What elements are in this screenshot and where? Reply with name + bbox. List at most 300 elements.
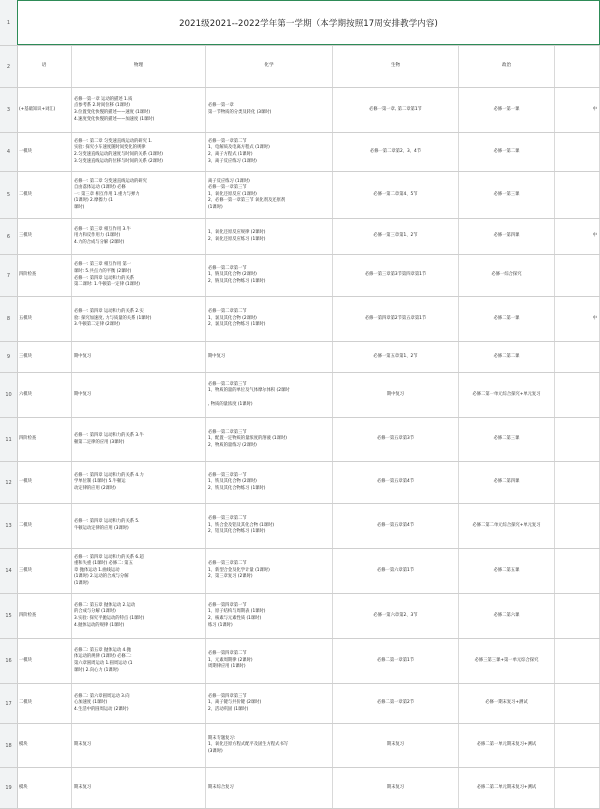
row-number[interactable]: 2 bbox=[0, 46, 18, 87]
cell-physics[interactable] bbox=[72, 373, 206, 417]
cell-physics[interactable] bbox=[72, 133, 206, 171]
cell-politics[interactable] bbox=[459, 639, 555, 683]
cell-line: 4.生活中的圆周运动 (2课时) bbox=[74, 706, 129, 712]
cell-politics[interactable] bbox=[459, 684, 555, 723]
column-header[interactable] bbox=[206, 46, 333, 87]
cell-text: 必修一第三章第1、2节 bbox=[373, 233, 418, 239]
cell-physics[interactable] bbox=[72, 172, 206, 218]
cell-line: 1、铁及其化合物 (2课时) bbox=[208, 479, 257, 485]
cell-politics[interactable] bbox=[459, 418, 555, 461]
row-number[interactable]: 18 bbox=[0, 724, 18, 767]
cell-biology[interactable] bbox=[333, 639, 459, 683]
table-row bbox=[0, 418, 600, 462]
cell-politics[interactable] bbox=[459, 219, 555, 254]
cell-extra[interactable] bbox=[555, 684, 600, 723]
cell-physics[interactable] bbox=[72, 297, 206, 341]
cell-line: 必修二: 第五章 抛体运动 4.抛 bbox=[74, 647, 131, 653]
cell-chemistry[interactable] bbox=[206, 594, 333, 638]
column-header-label: 生物 bbox=[390, 63, 401, 69]
row-number[interactable]: 8 bbox=[0, 297, 18, 341]
cell-lines bbox=[208, 179, 285, 212]
cell-text: 必修一第五章第4节 bbox=[376, 522, 415, 528]
table-row bbox=[0, 724, 600, 768]
cell-politics[interactable] bbox=[459, 594, 555, 638]
cell-text: 模块 bbox=[19, 784, 28, 790]
cell-chinese[interactable] bbox=[17, 373, 72, 417]
cell-line: 必修一: 第四章 运动和力的关系 4.力 bbox=[74, 472, 144, 478]
cell-text: 期末复习 bbox=[386, 742, 405, 748]
cell-physics[interactable] bbox=[72, 639, 206, 683]
cell-chinese[interactable] bbox=[17, 594, 72, 638]
cell-lines bbox=[208, 785, 234, 792]
row-number[interactable]: 14 bbox=[0, 549, 18, 593]
cell-chinese[interactable] bbox=[17, 172, 72, 218]
cell-text: 必修二第一单元综合探究+单元复习 bbox=[472, 391, 541, 397]
cell-line: 实验: 探究小车速度随时间变化的规律 bbox=[74, 145, 146, 151]
cell-extra[interactable] bbox=[555, 462, 600, 503]
cell-politics[interactable] bbox=[459, 549, 555, 593]
cell-lines bbox=[74, 555, 144, 588]
cell-chemistry[interactable] bbox=[206, 297, 333, 341]
cell-lines bbox=[74, 179, 147, 212]
cell-text: 必修一第六章第2、3节 bbox=[373, 612, 418, 618]
table-row bbox=[0, 684, 600, 724]
cell-physics[interactable] bbox=[72, 549, 206, 593]
row-number[interactable]: 1 bbox=[0, 0, 18, 45]
cell-text: 必修一第四课 bbox=[493, 233, 520, 239]
cell-line: 必修二: 第五章 抛体运动 2.运动 bbox=[74, 602, 136, 608]
cell-line: 1、配置一定物质的量浓度的溶液 (1课时) bbox=[208, 436, 287, 442]
cell-chinese[interactable] bbox=[17, 724, 72, 767]
table-row bbox=[0, 768, 600, 809]
table-row bbox=[0, 639, 600, 684]
cell-lines bbox=[74, 603, 144, 629]
cell-chemistry[interactable] bbox=[206, 724, 333, 767]
cell-extra[interactable] bbox=[555, 418, 600, 461]
cell-physics[interactable] bbox=[72, 255, 206, 296]
cell-lines bbox=[208, 354, 225, 361]
cell-chemistry[interactable] bbox=[206, 418, 333, 461]
cell-line: 点参考系 2.时间位移 (1课时) bbox=[74, 103, 130, 109]
cell-lines bbox=[74, 392, 91, 399]
column-header[interactable] bbox=[72, 46, 206, 87]
cell-extra[interactable] bbox=[555, 504, 600, 548]
cell-biology[interactable] bbox=[333, 684, 459, 723]
cell-text: 必修二第三课 bbox=[493, 436, 520, 442]
cell-line: 1、铁合金及铝及其化合物 (1课时) bbox=[208, 522, 275, 528]
cell-politics[interactable] bbox=[459, 255, 555, 296]
row-number[interactable]: 10 bbox=[0, 373, 18, 417]
cell-physics[interactable] bbox=[72, 684, 206, 723]
cell-lines bbox=[208, 603, 265, 629]
cell-text: 必修一第三章第3节第四章第1节 bbox=[364, 272, 427, 278]
cell-line: 练习 (1课时) bbox=[208, 622, 233, 628]
cell-line: 课时) 2.向心力 (1课时) bbox=[74, 667, 119, 673]
cell-text: 三模块 bbox=[19, 233, 32, 239]
cell-lines bbox=[74, 97, 154, 123]
cell-chinese[interactable] bbox=[17, 768, 72, 808]
cell-biology[interactable] bbox=[333, 768, 459, 808]
cell-line: 3.位置变化快慢的描述——速度 (1课时) bbox=[74, 110, 151, 115]
cell-physics[interactable] bbox=[72, 724, 206, 767]
cell-line: 期中复习 bbox=[74, 391, 92, 397]
cell-chinese[interactable] bbox=[17, 219, 72, 254]
cell-text: 必修一期末复习+测试 bbox=[485, 700, 528, 706]
cell-line: (1课时) 2.摩擦力 (1 bbox=[74, 198, 113, 204]
row-number[interactable]: 5 bbox=[0, 172, 18, 218]
row-number[interactable]: 16 bbox=[0, 639, 18, 683]
cell-text: 必修一第六章第1节 bbox=[376, 567, 415, 573]
cell-line: 2、活动巩固 (1课时) bbox=[208, 706, 249, 712]
cell-line bbox=[208, 395, 290, 402]
cell-chemistry[interactable] bbox=[206, 219, 333, 254]
cell-extra[interactable] bbox=[555, 373, 600, 417]
row-number[interactable]: 13 bbox=[0, 504, 18, 548]
cell-line: 期末复习 bbox=[74, 742, 92, 748]
cell-biology[interactable] bbox=[333, 172, 459, 218]
table-row bbox=[0, 549, 600, 594]
cell-line: 期末综合复习 bbox=[208, 784, 234, 790]
table-row bbox=[0, 88, 600, 133]
cell-lines bbox=[208, 430, 287, 450]
column-header-label: 政治 bbox=[501, 63, 512, 69]
cell-line: 2、核素与元素性质 (1课时) bbox=[208, 616, 262, 621]
cell-chemistry[interactable] bbox=[206, 504, 333, 548]
cell-text: 必修一第四章第2节第五章第1节 bbox=[364, 315, 427, 321]
cell-line: 必修一: 第二章 匀变速直线运动的研究 bbox=[74, 178, 147, 184]
cell-text: 必修二第一章第1节 bbox=[376, 657, 415, 663]
cell-line: 必修一第一章 bbox=[208, 103, 234, 109]
cell-politics[interactable] bbox=[459, 172, 555, 218]
cell-line: 必修一第一章第二节 bbox=[208, 138, 247, 144]
row-number[interactable]: 17 bbox=[0, 684, 18, 723]
cell-politics[interactable] bbox=[459, 342, 555, 372]
table-row bbox=[0, 255, 600, 297]
cell-text: 必修二第五课 bbox=[493, 567, 520, 573]
cell-lines bbox=[208, 516, 274, 536]
cell-lines bbox=[74, 433, 144, 446]
cell-physics[interactable] bbox=[72, 768, 206, 808]
cell-line: 牛顿运动定律的应用 (3课时) bbox=[74, 526, 129, 531]
row-number[interactable]: 6 bbox=[0, 219, 18, 254]
table-row bbox=[0, 297, 600, 342]
cell-chinese[interactable] bbox=[17, 684, 72, 723]
cell-line: 必修一: 第四章 运动和力的关系 5. bbox=[74, 519, 140, 525]
cell-text: 必修三第三课+第一单元综合探究 bbox=[474, 657, 539, 663]
cell-line: (1课时) 2.运动的合成与分解 bbox=[74, 574, 129, 580]
row-number[interactable]: 19 bbox=[0, 768, 18, 808]
cell-chinese[interactable] bbox=[17, 549, 72, 593]
cell-line: 课时: 5.共点力的平衡 (2课时) bbox=[74, 268, 132, 274]
cell-line: 必修一第二章第三节 bbox=[208, 429, 247, 435]
cell-line: 2、必修一第一章第三节 氧化剂及还原剂 bbox=[208, 198, 286, 204]
cell-text: 必修一第二课 bbox=[493, 148, 520, 154]
cell-text: 必修二第一章第2节 bbox=[376, 700, 415, 706]
cell-chinese[interactable] bbox=[17, 133, 72, 171]
cell-text: 五模块 bbox=[19, 315, 32, 321]
cell-line: 必修一第三章第二节 bbox=[208, 516, 247, 522]
cell-physics[interactable] bbox=[72, 88, 206, 132]
cell-lines bbox=[74, 354, 91, 361]
cell-biology[interactable] bbox=[333, 133, 459, 171]
cell-biology[interactable] bbox=[333, 418, 459, 461]
cell-lines bbox=[74, 262, 140, 288]
cell-lines bbox=[74, 309, 151, 329]
cell-text: 必修二第四课 bbox=[493, 479, 520, 485]
cell-extra[interactable] bbox=[555, 297, 600, 341]
cell-text: 四阶检查 bbox=[19, 436, 37, 442]
cell-text: 期中复习 bbox=[386, 391, 405, 397]
cell-chemistry[interactable] bbox=[206, 639, 333, 683]
cell-biology[interactable] bbox=[333, 504, 459, 548]
cell-line: 期中复习 bbox=[74, 353, 92, 359]
cell-line: 2、离子方程式 (1课时) bbox=[208, 152, 253, 157]
cell-biology[interactable] bbox=[333, 342, 459, 372]
cell-text: 四阶检查 bbox=[19, 272, 37, 278]
cell-line: 的合成与分解 (1课时) bbox=[74, 609, 116, 615]
column-header[interactable] bbox=[17, 46, 72, 87]
cell-text: 一模块 bbox=[19, 148, 32, 154]
cell-lines bbox=[208, 382, 290, 408]
cell-line: (1课时) bbox=[74, 580, 89, 586]
cell-line: 必修一第二章第一节 bbox=[208, 265, 247, 271]
cell-politics[interactable] bbox=[459, 462, 555, 503]
table-row bbox=[0, 373, 600, 418]
cell-line: 1、新型合金及化学计量 (1课时) bbox=[208, 567, 270, 573]
row-number[interactable]: 11 bbox=[0, 418, 18, 461]
cell-line: , 物质的量浓度 (1课时) bbox=[208, 401, 253, 407]
cell-lines bbox=[74, 139, 163, 165]
cell-line: 学单位制 (1课时) 5.牛顿运 bbox=[74, 479, 126, 485]
cell-chinese[interactable] bbox=[17, 255, 72, 296]
cell-extra[interactable] bbox=[555, 549, 600, 593]
cell-lines bbox=[74, 742, 91, 749]
cell-physics[interactable] bbox=[72, 462, 206, 503]
cell-line: 体运动的规律 (1课时) 必修二: bbox=[74, 654, 132, 660]
cell-line: 必修一第二章第三节 bbox=[208, 381, 247, 387]
cell-lines bbox=[208, 473, 265, 493]
column-header[interactable] bbox=[555, 46, 600, 87]
cell-chinese[interactable] bbox=[17, 639, 72, 683]
cell-line: 1、电解质及电离方程式 (1课时) bbox=[208, 145, 270, 151]
cell-chinese[interactable] bbox=[17, 297, 72, 341]
cell-text: 必修一第一课 bbox=[493, 106, 520, 112]
cell-chemistry[interactable] bbox=[206, 172, 333, 218]
table-row bbox=[0, 462, 600, 504]
cell-chinese[interactable] bbox=[17, 88, 72, 132]
cell-line: 2、铁及其化合物练习 (1课时) bbox=[208, 485, 266, 491]
cell-chemistry[interactable] bbox=[206, 342, 333, 372]
cell-line: 课时) bbox=[74, 204, 85, 210]
cell-line: 4.速度变化快慢的描述——加速度 (1课时) bbox=[74, 116, 155, 122]
cell-text: 必修二第六课 bbox=[493, 612, 520, 618]
cell-line: 必修一: 第四章 运动和力的关系 bbox=[74, 275, 135, 281]
row-number[interactable]: 15 bbox=[0, 594, 18, 638]
cell-line: 1、元素周期律 (2课时) bbox=[208, 657, 253, 663]
cell-line: 必修一第三章第一节 bbox=[208, 472, 247, 478]
cell-text: 必修二第二单元综合探究+单元复习 bbox=[472, 522, 541, 528]
column-header[interactable] bbox=[459, 46, 555, 87]
cell-extra[interactable] bbox=[555, 342, 600, 372]
cell-line: 用力和反作用力 (1课时) bbox=[74, 233, 121, 239]
cell-line: 必修一第四章第三节 bbox=[208, 693, 247, 699]
cell-chinese[interactable] bbox=[17, 342, 72, 372]
cell-line: 必修一: 第四章 运动和力的关系 2.实 bbox=[74, 309, 144, 315]
cell-text: 三模块 bbox=[19, 353, 32, 359]
cell-lines bbox=[208, 651, 253, 671]
cell-chinese[interactable] bbox=[17, 462, 72, 503]
cell-text: 必修一第二章第2、3、4节 bbox=[369, 148, 422, 154]
cell-physics[interactable] bbox=[72, 342, 206, 372]
row-number[interactable]: 3 bbox=[0, 88, 18, 132]
cell-lines bbox=[208, 103, 271, 116]
cell-line: 重和失重 (1课时) 必修二: 第五 bbox=[74, 561, 133, 567]
cell-extra[interactable] bbox=[555, 172, 600, 218]
cell-line: 2、铝及其化合物练习 (1课时) bbox=[208, 529, 266, 535]
cell-biology[interactable] bbox=[333, 255, 459, 296]
cell-line: 1、物质的量的单位及气体摩尔体积 (2课时 bbox=[208, 388, 290, 394]
cell-line: 必修二: 第六章圆周运动 3.向 bbox=[74, 693, 130, 699]
cell-line: (1课时) bbox=[208, 204, 223, 210]
cell-line: 期中复习 bbox=[208, 353, 226, 359]
cell-text: (+基础知识+词汇) bbox=[19, 106, 56, 112]
cell-extra[interactable] bbox=[555, 88, 600, 132]
cell-line: 3.实验: 探究平抛运动的特点 (1课时) bbox=[74, 616, 145, 621]
cell-politics[interactable] bbox=[459, 133, 555, 171]
page-title: 2021级2021--2022学年第一学期（本学期按照17周安排教学内容) bbox=[179, 18, 438, 29]
cell-biology[interactable] bbox=[333, 219, 459, 254]
cell-text: 中 bbox=[592, 106, 597, 112]
cell-text: 三模块 bbox=[19, 567, 32, 573]
cell-biology[interactable] bbox=[333, 594, 459, 638]
cell-line: 3.匀变速直线运动的位移与时间的关系 (2课时) bbox=[74, 158, 163, 164]
cell-chemistry[interactable] bbox=[206, 373, 333, 417]
cell-chinese[interactable] bbox=[17, 504, 72, 548]
cell-politics[interactable] bbox=[459, 88, 555, 132]
cell-line: 必修一: 第三章 相互作用 3.牛 bbox=[74, 226, 131, 232]
cell-biology[interactable] bbox=[333, 88, 459, 132]
cell-lines bbox=[74, 473, 144, 493]
cell-line: 1、氧化还原反应 (1课时) bbox=[208, 191, 257, 197]
cell-chemistry[interactable] bbox=[206, 768, 333, 808]
cell-line: 验: 探究加速度, 力与质量的关系 (1课时) bbox=[74, 315, 152, 321]
cell-text: 必修一第五章第4节 bbox=[376, 479, 415, 485]
cell-line: 2、氯及其化合物练习 (1课时) bbox=[208, 322, 266, 328]
cell-lines bbox=[74, 694, 130, 714]
cell-chemistry[interactable] bbox=[206, 549, 333, 593]
cell-line: 顿第二定律的应用 (3课时) bbox=[74, 439, 125, 445]
cell-line: 必修一第一章第三节 bbox=[208, 185, 247, 191]
cell-text: 中 bbox=[592, 315, 597, 321]
cell-text: 必修一第三课 bbox=[493, 191, 520, 197]
cell-lines bbox=[74, 648, 133, 674]
cell-line: 1、氧化还原反应规律 (2课时) bbox=[208, 229, 266, 235]
cell-lines bbox=[74, 785, 91, 792]
cell-biology[interactable] bbox=[333, 297, 459, 341]
cell-line: 1、氯及其化合物 (2课时) bbox=[208, 315, 257, 321]
cell-biology[interactable] bbox=[333, 373, 459, 417]
row-number[interactable]: 7 bbox=[0, 255, 18, 296]
cell-extra[interactable] bbox=[555, 768, 600, 808]
cell-line: 必修一第四章第二节 bbox=[208, 651, 247, 657]
cell-politics[interactable] bbox=[459, 724, 555, 767]
cell-text: 模块 bbox=[19, 742, 28, 748]
cell-extra[interactable] bbox=[555, 639, 600, 683]
cell-line: 第六章圆周运动 1.圆周运动 (1 bbox=[74, 661, 133, 666]
row-number[interactable]: 12 bbox=[0, 462, 18, 503]
cell-extra[interactable] bbox=[555, 133, 600, 171]
cell-politics[interactable] bbox=[459, 504, 555, 548]
cell-line: 4.力的合成与分解 (2课时) bbox=[74, 239, 125, 245]
cell-lines bbox=[208, 561, 270, 581]
cell-extra[interactable] bbox=[555, 724, 600, 767]
cell-chemistry[interactable] bbox=[206, 462, 333, 503]
cell-extra[interactable] bbox=[555, 255, 600, 296]
table-row bbox=[0, 342, 600, 373]
cell-chinese[interactable] bbox=[17, 418, 72, 461]
row-number[interactable]: 4 bbox=[0, 133, 18, 171]
column-header-label: 化学 bbox=[264, 63, 274, 69]
cell-line: 1、离子键与共价键 (2课时) bbox=[208, 700, 262, 706]
cell-chemistry[interactable] bbox=[206, 255, 333, 296]
cell-line: 必修一: 第二章 匀变速直线运动的研究 1. bbox=[74, 138, 153, 144]
selected-title-cell[interactable] bbox=[17, 0, 600, 45]
cell-line: 第二课时: 1.牛顿第一定律 (1课时) bbox=[74, 282, 140, 288]
column-header[interactable] bbox=[333, 46, 459, 87]
cell-line: 第一节物质的分类及转化 (3课时) bbox=[208, 110, 272, 115]
cell-text: 必修一第五章第1、2节 bbox=[373, 353, 418, 359]
cell-lines bbox=[208, 694, 261, 714]
cell-lines bbox=[74, 519, 140, 532]
cell-lines bbox=[74, 227, 131, 247]
cell-extra[interactable] bbox=[555, 594, 600, 638]
cell-physics[interactable] bbox=[72, 594, 206, 638]
cell-line: 必修一第三章第二节 bbox=[208, 561, 247, 567]
cell-extra[interactable] bbox=[555, 219, 600, 254]
cell-biology[interactable] bbox=[333, 724, 459, 767]
cell-chemistry[interactable] bbox=[206, 133, 333, 171]
cell-politics[interactable] bbox=[459, 297, 555, 341]
cell-physics[interactable] bbox=[72, 504, 206, 548]
cell-line: 自由落体运动 (1课时) 必修 bbox=[74, 185, 126, 191]
column-header-label: 语 bbox=[41, 63, 47, 69]
cell-text: 一模块 bbox=[19, 479, 32, 485]
cell-text: 必修二第二单元期末复习+测试 bbox=[476, 784, 537, 790]
cell-politics[interactable] bbox=[459, 768, 555, 808]
row-number[interactable]: 9 bbox=[0, 342, 18, 372]
cell-text: 二模块 bbox=[19, 191, 32, 197]
table-row bbox=[0, 172, 600, 219]
header-row bbox=[0, 46, 600, 88]
cell-line: 1、钠及其化合物 (2课时) bbox=[208, 272, 257, 278]
cell-chemistry[interactable] bbox=[206, 684, 333, 723]
cell-physics[interactable] bbox=[72, 418, 206, 461]
cell-line: 期末复习 bbox=[74, 784, 92, 790]
cell-line: 心加速度 (1课时) bbox=[74, 700, 108, 706]
cell-line: 1、氧化还原方程式配平及固生方程式书写 bbox=[208, 742, 289, 748]
cell-biology[interactable] bbox=[333, 462, 459, 503]
cell-text: 二模块 bbox=[19, 522, 32, 528]
cell-politics[interactable] bbox=[459, 373, 555, 417]
cell-line: 4.抛体运动的规律 (1课时) bbox=[74, 622, 125, 628]
cell-text: 六模块 bbox=[19, 391, 32, 397]
cell-chemistry[interactable] bbox=[206, 88, 333, 132]
cell-line: 必修一: 第四章 运动和力的关系 6.超 bbox=[74, 554, 144, 560]
cell-text: 必修一第一章, 第二章第1节 bbox=[369, 106, 422, 112]
cell-biology[interactable] bbox=[333, 549, 459, 593]
cell-lines bbox=[208, 230, 265, 243]
cell-physics[interactable] bbox=[72, 219, 206, 254]
